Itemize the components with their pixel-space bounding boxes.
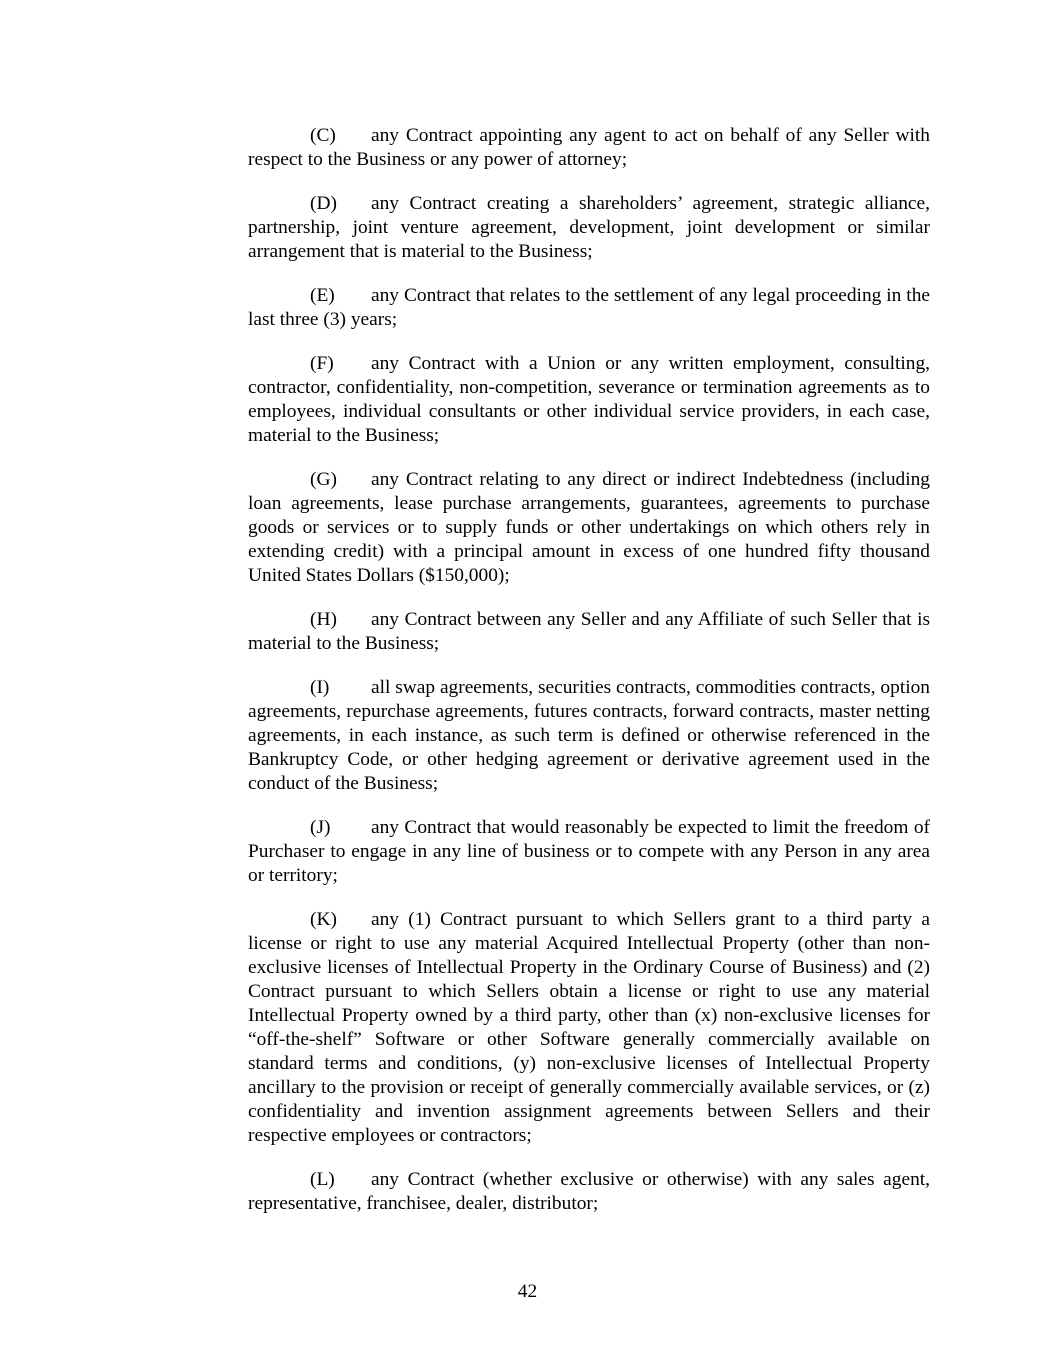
clause-label: (H) xyxy=(310,609,337,630)
clause-g xyxy=(248,468,930,588)
clause-label: (K) xyxy=(310,909,337,930)
clause-text: all swap agreements, securities contracts, commodities contracts, option agreements, repurchase agreements, futures contracts, forward contracts, master netting agreements, in each instance, as such term is defined or otherwise referenced in the Bankruptcy Code, or other hedging agreement or derivative agreement used in the conduct of the Business; xyxy=(248,677,930,794)
clause-text: any Contract with a Union or any written employment, consulting, contractor, confidentiality, non-competition, severance or termination agreements as to employees, individual consultants or other individual service providers, in each case, material to the Business; xyxy=(248,353,930,446)
clause-text: any Contract appointing any agent to act on behalf of any Seller with respect to the Business or any power of attorney; xyxy=(248,125,930,170)
clause-h xyxy=(248,608,930,656)
clause-text: any Contract creating a shareholders’ agreement, strategic alliance, partnership, joint venture agreement, development, joint development or similar arrangement that is material to the Business; xyxy=(248,193,930,262)
clause-text: any (1) Contract pursuant to which Sellers grant to a third party a license or right to use any material Acquired Intellectual Property (other than non-exclusive licenses of Intellectual Property in the Ordinary Course of Business) and (2) Contract pursuant to which Sellers obtain a license or right to use any material Intellectual Property owned by a third party, other than (x) non-exclusive licenses for “off-the-shelf” Software or other Software generally commercially available on standard terms and conditions, (y) non-exclusive licenses of Intellectual Property ancillary to the provision or receipt of generally commercially available services, or (z) confidentiality and invention assignment agreements between Sellers and their respective employees or contractors; xyxy=(248,909,930,1146)
clause-i xyxy=(248,676,930,796)
clause-c xyxy=(248,124,930,172)
clause-label: (J) xyxy=(310,817,331,838)
document-body xyxy=(248,124,930,1236)
clause-label: (G) xyxy=(310,469,337,490)
clause-text: any Contract relating to any direct or indirect Indebtedness (including loan agreements, lease purchase arrangements, guarantees, agreements to purchase goods or services or to supply funds or other undertakings on which others rely in extending credit) with a principal amount in excess of one hundred fifty thousand United States Dollars ($150,000); xyxy=(248,469,930,586)
clause-text: any Contract that relates to the settlement of any legal proceeding in the last three (3) years; xyxy=(248,285,930,330)
clause-label: (L) xyxy=(310,1169,335,1190)
clause-label: (I) xyxy=(310,677,330,698)
clause-text: any Contract that would reasonably be expected to limit the freedom of Purchaser to engage in any line of business or to compete with any Person in any area or territory; xyxy=(248,817,930,886)
clause-d xyxy=(248,192,930,264)
clause-label: (C) xyxy=(310,125,336,146)
page-number: 42 xyxy=(517,1281,538,1302)
clause-label: (D) xyxy=(310,193,337,214)
clause-e xyxy=(248,284,930,332)
clause-l xyxy=(248,1168,930,1216)
clause-k xyxy=(248,908,930,1148)
clause-text: any Contract between any Seller and any Affiliate of such Seller that is material to the Business; xyxy=(248,609,930,654)
clause-f xyxy=(248,352,930,448)
clause-j xyxy=(248,816,930,888)
clause-text: any Contract (whether exclusive or otherwise) with any sales agent, representative, franchisee, dealer, distributor; xyxy=(248,1169,930,1214)
clause-label: (F) xyxy=(310,353,334,374)
clause-label: (E) xyxy=(310,285,335,306)
